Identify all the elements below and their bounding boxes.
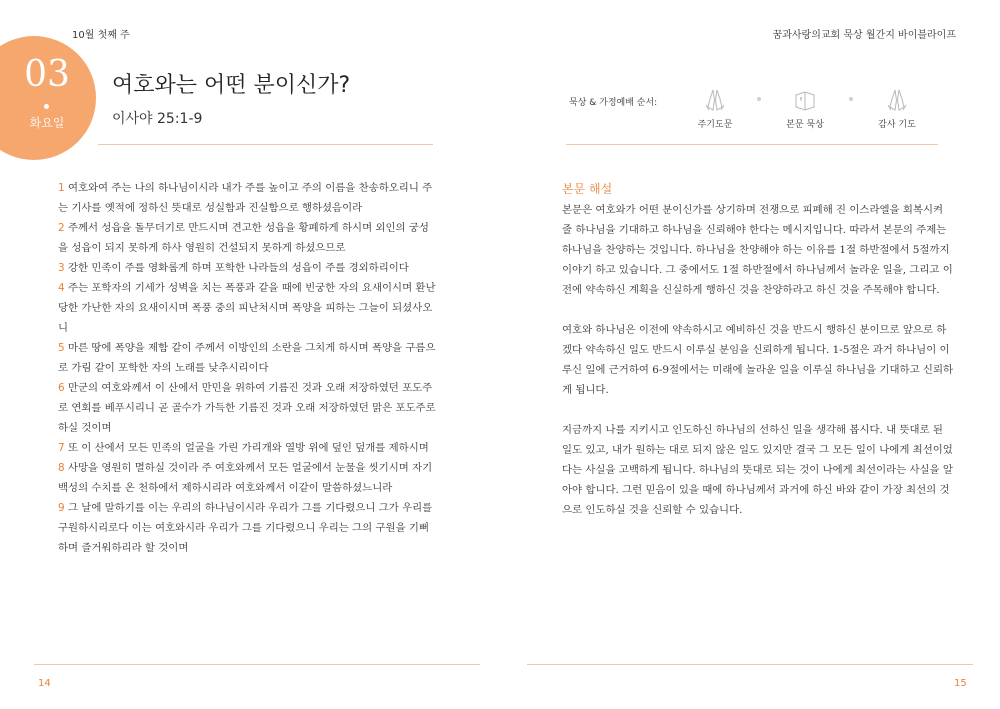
title-divider: [98, 144, 433, 145]
week-label: 10월 첫째 주: [72, 30, 130, 41]
scripture-text: [58, 178, 438, 558]
verse-number: 6: [58, 382, 65, 394]
verse-number: 8: [58, 462, 65, 474]
verse-number: 7: [58, 442, 65, 454]
commentary-paragraph: 지금까지 나를 지키시고 인도하신 하나님의 선하신 일을 생각해 봅시다. 내 뜻대로 된 일도 있고, 내가 원하는 대로 되지 않은 일도 있지만 결국 그 모든 일이 나에게 최선이었다는 사실을 고백하게 됩니다. 하나님의 뜻대로 되는 것이 나에게 최선이라는 사실을 알아야 합니다. 그런 믿음이 있을 때에 하나님께서 과거에 하신 바와 같이 가장 최선의 것으로 인도하실 것을 신뢰할 수 있습니다.: [562, 424, 953, 516]
publisher-name: 꿈과사랑의교회 묵상 월간지 바이블라이프: [772, 30, 956, 41]
worship-order-label: 묵상 & 가정예배 순서:: [569, 98, 658, 108]
praying-hands-icon: [884, 87, 910, 113]
verse-text: 사망을 영원히 멸하실 것이라 주 여호와께서 모든 얼굴에서 눈물을 씻기시며 자기 백성의 수치를 온 천하에서 제하시리라 여호와께서 이같이 말씀하셨느니라: [58, 462, 433, 494]
footer-rule-right: [527, 664, 973, 665]
worship-divider: [566, 144, 938, 145]
verse-number: 5: [58, 342, 65, 354]
worship-step-label: 감사 기도: [878, 120, 916, 130]
worship-step-meditation: [767, 87, 843, 130]
verse-text: 주는 포학자의 기세가 성벽을 치는 폭풍과 같을 때에 빈궁한 자의 요새이시며 환난 당한 가난한 자의 요새이시며 폭풍 중의 피난처시며 폭양을 피하는 그늘이 되셨사오니: [58, 282, 436, 334]
worship-step-label: 본문 묵상: [786, 120, 824, 130]
step-separator: [849, 97, 853, 101]
worship-step-lords-prayer: [677, 87, 753, 130]
verse-text: 주께서 성읍을 돌무더기로 만드시며 견고한 성읍을 황폐하게 하시며 외인의 궁성을 성읍이 되지 못하게 하사 영원히 건설되지 못하게 하셨으므로: [58, 222, 429, 254]
day-badge: [0, 36, 96, 160]
verse-text: 만군의 여호와께서 이 산에서 만민을 위하여 기름진 것과 오래 저장하였던 포도주로 연회를 베푸시리니 곧 골수가 가득한 기름진 것과 오래 저장하였던 맑은 포도주로 하실 것이며: [58, 382, 436, 434]
verse-number: 3: [58, 262, 65, 274]
commentary-paragraph: 본문은 여호와가 어떤 분이신가를 상기하며 전쟁으로 피폐해 진 이스라엘을 회복시켜 줄 하나님을 기대하고 하나님을 신뢰해야 한다는 메시지입니다. 따라서 본문의 주제는 하나님을 찬양하는 것입니다. 하나님을 찬양해야 하는 이유를 1절 하반절에서 5절까지 이야기 하고 있습니다. 그 중에서도 1절 하반절에서 하나님께서 놀라운 일을, 그리고 이전에 약속하신 계획을 신실하게 행하신 것을 찬양하라고 하신 것을 주목해야 합니다.: [562, 204, 953, 296]
day-name: 화요일: [29, 116, 65, 130]
verse-number: 9: [58, 502, 65, 514]
verse-text: 마른 땅에 폭양을 제함 같이 주께서 이방인의 소란을 그치게 하시며 폭양을 구름으로 가림 같이 포학한 자의 노래를 낮추시리이다: [58, 342, 436, 374]
bible-icon: [792, 87, 818, 113]
page-number-left: 14: [38, 678, 51, 689]
worship-step-label: 주기도문: [697, 120, 733, 130]
verse-number: 4: [58, 282, 65, 294]
commentary-paragraph: 여호와 하나님은 이전에 약속하시고 예비하신 것을 반드시 행하신 분이므로 앞으로 하겠다 약속하신 일도 반드시 이루실 분임을 신뢰하게 됩니다. 1-5절은 과거 하나님이 이루신 일에 근거하여 6-9절에서는 미래에 놀라운 일을 이루실 하나님을 기대하고 신뢰하게 됩니다.: [562, 324, 954, 396]
verse-number: 1: [58, 182, 65, 194]
day-number: 03: [24, 54, 70, 95]
footer-rule-left: [34, 664, 480, 665]
verse-text: 그 날에 말하기를 이는 우리의 하나님이시라 우리가 그를 기다렸으니 그가 우리를 구원하시리로다 이는 여호와시라 우리가 그를 기다렸으니 우리는 그의 구원을 기뻐하며 즐거워하리라 할 것이며: [58, 502, 433, 554]
commentary-body: [562, 200, 954, 540]
page-title: 여호와는 어떤 분이신가?: [112, 73, 351, 98]
worship-step-thanksgiving: [859, 87, 935, 130]
verse-text: 여호와여 주는 나의 하나님이시라 내가 주를 높이고 주의 이름을 찬송하오리니 주는 기사를 옛적에 정하신 뜻대로 성실함과 진실함으로 행하셨음이라: [58, 182, 433, 214]
verse-text: 또 이 산에서 모든 민족의 얼굴을 가린 가리개와 열방 위에 덮인 덮개를 제하시며: [67, 442, 429, 454]
verse-number: 2: [58, 222, 65, 234]
day-dot: [44, 104, 49, 109]
step-separator: [757, 97, 761, 101]
verse-text: 강한 민족이 주를 영화롭게 하며 포학한 나라들의 성읍이 주를 경외하리이다: [67, 262, 409, 274]
praying-hands-icon: [702, 87, 728, 113]
scripture-reference: 이사야 25:1-9: [112, 111, 203, 127]
commentary-title: 본문 해설: [562, 182, 613, 196]
page-number-right: 15: [954, 678, 967, 689]
